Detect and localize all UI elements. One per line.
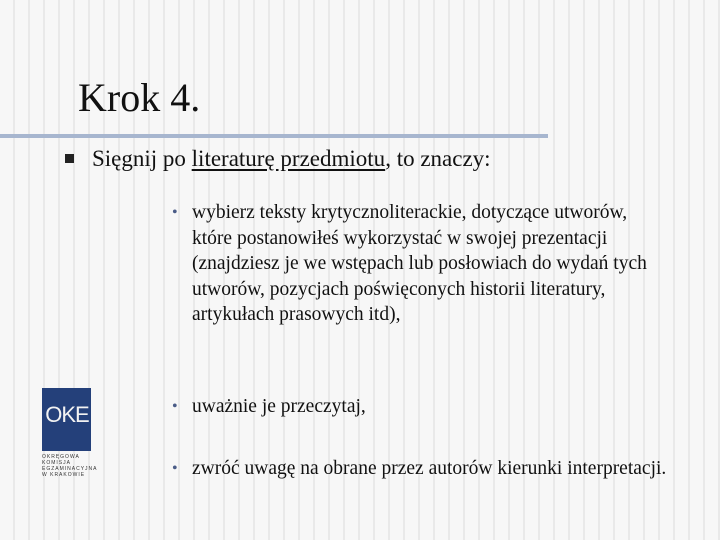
sub-bullet-text-bold: wybierz teksty krytycznoliterackie, dotyczące utworów, które postanowiłeś wykorzystać w swojej prezentacji	[192, 202, 628, 249]
main-bullet-underlined: literaturę przedmiotu	[191, 146, 386, 171]
oke-logo	[42, 388, 98, 484]
main-bullet-suffix: , to znaczy:	[385, 146, 491, 171]
logo-caption-line: W KRAKOWIE	[42, 472, 86, 478]
sub-bullet-text	[192, 200, 672, 328]
sub-bullet-3	[172, 456, 672, 482]
main-bullet-prefix: Sięgnij po	[92, 146, 192, 171]
sub-bullet-2	[172, 394, 672, 420]
logo-caption-line: OKRĘGOWA	[42, 454, 80, 460]
slide-title: Krok 4.	[78, 75, 201, 120]
sub-bullet-text: zwróć uwagę na obrane przez autorów kierunki interpretacji.	[192, 458, 667, 479]
title-underline-rule	[0, 134, 548, 138]
logo-caption-line: EGZAMINACYJNA	[42, 466, 98, 472]
logo-mark	[42, 388, 91, 451]
bullet-dot-icon: •	[172, 398, 178, 415]
sub-bullet-1	[172, 200, 672, 328]
main-bullet-text	[92, 144, 491, 174]
logo-mark-text: OKE	[45, 402, 89, 427]
logo-caption-line: KOMISJA	[42, 460, 71, 466]
sub-bullet-text: uważnie je przeczytaj,	[192, 396, 366, 417]
logo-caption	[42, 454, 98, 478]
square-bullet-icon	[65, 154, 74, 163]
bullet-dot-icon: •	[172, 204, 178, 221]
sub-bullet-text-regular: (znajdziesz je we wstępach lub posłowiach do wydań tych utworów, pozycjach poświęconych historii literatury, artykułach prasowych itd),	[192, 253, 647, 325]
bullet-dot-icon: •	[172, 460, 178, 477]
